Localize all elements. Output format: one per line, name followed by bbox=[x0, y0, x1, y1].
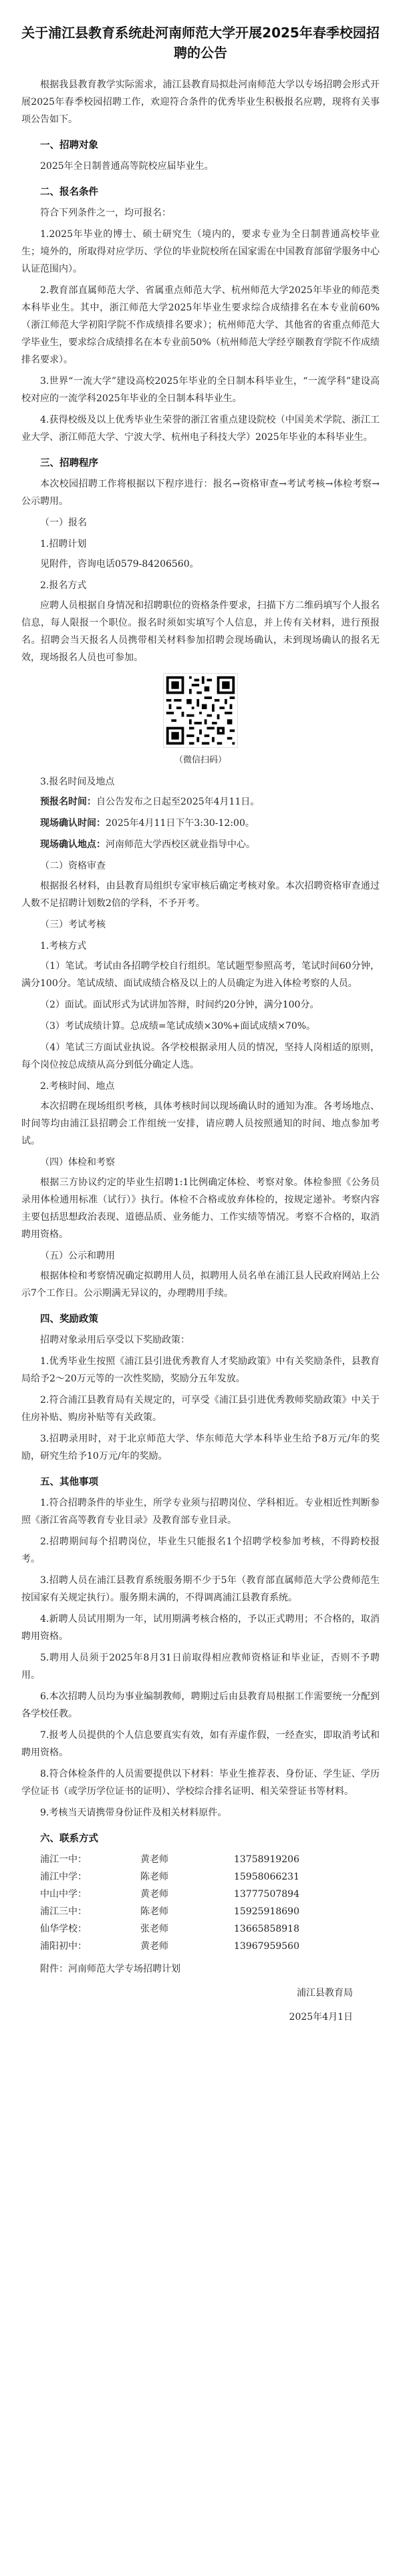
contact-org: 仙华学校： bbox=[40, 1924, 87, 1934]
incentive-item: 1.优秀毕业生按照《浦江县引进优秀教育人才奖励政策》中有关奖励条件，县教育局给予2～20万元等的一次性奖励，奖励分五年发放。 bbox=[21, 1356, 380, 1384]
contact-name: 黄老师 bbox=[140, 1854, 168, 1865]
recruitment-target-text: 2025年全日制普通高等院校应届毕业生。 bbox=[40, 161, 214, 172]
contact-phone[interactable]: 13665858918 bbox=[234, 1924, 299, 1934]
qualification-review-text: 根据报名材料，由县教育局组织专家审核后确定考核对象。本次招聘资格审查通过人数不足招聘计划数2倍的学科，不予开考。 bbox=[21, 881, 380, 909]
subheading-exam-time-place: 2.考核时间、地点 bbox=[40, 1081, 115, 1092]
onsite-confirmation-place bbox=[21, 836, 380, 853]
other-item: 2.招聘期间每个招聘岗位，毕业生只能报名1个招聘学校参加考核，不得跨校报考。 bbox=[21, 1536, 380, 1564]
signature-date: 2025年4月1日 bbox=[289, 2012, 353, 2022]
qr-caption: （微信扫码） bbox=[174, 755, 227, 765]
other-item: 1.符合招聘条件的毕业生，所学专业须与招聘岗位、学科相近。专业相近性判断参照《浙江省高等教育专业目录》及教育部专业目录。 bbox=[21, 1498, 380, 1526]
exam-method-item: （3）考试成绩计算。总成绩=笔试成绩×30%+面试成绩×70%。 bbox=[40, 1021, 316, 1032]
exam-method-item: （4）笔试三方面试业执说。各学校根据录用人员的情况，坚持人岗相适的原则，每个岗位按总成绩从高分到低分确定人选。 bbox=[21, 1042, 380, 1070]
contact-name: 陈老师 bbox=[140, 1906, 168, 1917]
requirement-item: 4.获得校级及以上优秀毕业生荣誉的浙江省重点建设院校（中国美术学院、浙江工业大学、浙江师范大学、宁波大学、杭州电子科技大学）2025年毕业的本科毕业生。 bbox=[21, 415, 380, 443]
onsite-place-value: 河南师范大学西校区就业指导中心。 bbox=[106, 839, 255, 850]
subheading-medical-check: （四）体检和考察 bbox=[40, 1157, 115, 1168]
contact-name: 张老师 bbox=[140, 1924, 168, 1934]
medical-check-text: 根据三方协议约定的毕业生招聘1:1比例确定体检、考察对象。体检参照《公务员录用体检通用标准（试行）》执行。体检不合格或放弃体检的，按规定递补。考察内容主要包括思想政治表现、道德品质、业务能力、工作实绩等情况。考察不合格的，取消聘用资格。 bbox=[21, 1177, 380, 1240]
subheading-publicity-hiring: （五）公示和聘用 bbox=[40, 1251, 115, 1261]
contact-list bbox=[21, 1851, 380, 1955]
other-item: 7.报考人员提供的个人信息要真实有效，如有弄虚作假，一经查实，即取消考试和聘用资格。 bbox=[21, 1730, 380, 1758]
section-heading-incentives: 四、奖励政策 bbox=[40, 1314, 98, 1325]
subheading-qualification-review: （二）资格审查 bbox=[40, 861, 106, 871]
contact-org: 浦江一中： bbox=[40, 1854, 87, 1865]
onsite-time-value: 2025年4月11日下午3:30-12:00。 bbox=[106, 818, 255, 829]
subheading-registration-time-place: 3.报名时间及地点 bbox=[40, 777, 115, 787]
signature-org: 浦江县教育局 bbox=[297, 1988, 353, 1998]
contact-phone[interactable]: 13777507894 bbox=[234, 1889, 299, 1900]
onsite-confirmation-time bbox=[21, 815, 380, 832]
other-item: 6.本次招聘人员均为事业编制教师，聘期过后由县教育局根据工作需要统一分配到各学校任教。 bbox=[21, 1691, 380, 1719]
incentive-item: 3.招聘录用时，对于北京师范大学、华东师范大学本科毕业生给予8万元/年的奖励，研究生给予10万元/年的奖励。 bbox=[21, 1434, 380, 1462]
subheading-exam-method: 1.考核方式 bbox=[40, 941, 87, 951]
section-heading-recruitment-target: 一、招聘对象 bbox=[40, 140, 98, 151]
pre-registration-value: 自公告发布之日起至2025年4月11日。 bbox=[96, 797, 260, 807]
qr-code-container bbox=[21, 673, 380, 750]
requirement-item: 2.教育部直属师范大学、省属重点师范大学、杭州师范大学2025年毕业的师范类本科毕业生。其中，浙江师范大学2025年毕业生要求综合成绩排名在本专业前60%（浙江师范大学初阳学院不作成绩排名要求）；杭州师范大学、其他省的省重点师范大学毕业生，要求综合成绩排名在本专业前50%（杭州师范大学经亨颐教育学院不作成绩排名要求）。 bbox=[21, 285, 380, 365]
contact-phone[interactable]: 15958066231 bbox=[234, 1872, 299, 1882]
contact-row bbox=[21, 1886, 380, 1903]
contact-name: 黄老师 bbox=[140, 1889, 168, 1900]
other-item: 9.考核当天请携带身份证件及相关材料原件。 bbox=[40, 1807, 227, 1818]
contact-row bbox=[21, 1920, 380, 1938]
contact-phone[interactable]: 13758919206 bbox=[234, 1854, 299, 1865]
recruitment-plan-text: 见附件，咨询电话0579-84206560。 bbox=[40, 559, 199, 570]
contact-phone[interactable]: 13967959560 bbox=[234, 1941, 299, 1952]
section-heading-requirements: 二、报名条件 bbox=[40, 187, 98, 198]
qr-code-icon[interactable] bbox=[163, 673, 238, 748]
section-heading-contacts: 六、联系方式 bbox=[40, 1834, 98, 1844]
incentive-item: 2.符合浦江县教育局有关规定的，可享受《浦江县引进优秀教师奖励政策》中关于住房补贴、购房补贴等有关政策。 bbox=[21, 1395, 380, 1423]
registration-method-text: 应聘人员根据自身情况和招聘职位的资格条件要求，扫描下方二维码填写个人报名信息，每人限报一个职位。报名时须如实填写个人信息，并上传有关材料，进行预报名。招聘会当天报名人员携带相关材料参加招聘会现场确认，未到现场确认的报名无效，现场报名人员也可参加。 bbox=[21, 600, 380, 663]
incentives-lead: 招聘对象录用后享受以下奖励政策： bbox=[40, 1335, 190, 1345]
requirement-item: 1.2025年毕业的博士、硕士研究生（境内的，要求专业为全日制普通高校毕业生；境外的，所取得对应学历、学位的毕业院校所在国家需在中国教育部留学服务中心认证范围内）。 bbox=[21, 229, 380, 274]
contact-org: 浦江三中： bbox=[40, 1906, 87, 1917]
subheading-registration-method: 2.报名方式 bbox=[40, 580, 87, 591]
other-item: 5.聘用人员须于2025年8月31日前取得相应教师资格证和毕业证，否则不予聘用。 bbox=[21, 1653, 380, 1681]
attachment-link[interactable]: 附件：河南师范大学专场招聘计划 bbox=[40, 1964, 180, 1974]
requirement-item: 3.世界“一流大学”建设高校2025年毕业的全日制本科毕业生，“一流学科”建设高校对应的一流学科2025年毕业的全日制本科毕业生。 bbox=[21, 376, 380, 404]
contact-org: 中山中学： bbox=[40, 1889, 87, 1900]
contact-row bbox=[21, 1851, 380, 1868]
contact-phone[interactable]: 15925918690 bbox=[234, 1906, 299, 1917]
other-item: 3.招聘人员在浦江县教育系统服务期不少于5年（教育部直属师范大学公费师范生按国家有关规定执行）。服务期未满的，不得调离浦江县教育系统。 bbox=[21, 1575, 380, 1603]
subheading-registration: （一）报名 bbox=[40, 517, 87, 528]
intro-paragraph: 根据我县教育教学实际需求，浦江县教育局拟赴河南师范大学以专场招聘会形式开展2025年春季校园招聘工作，欢迎符合条件的优秀毕业生积极报名应聘，现将有关事项公告如下。 bbox=[21, 79, 380, 125]
onsite-place-label: 现场确认地点： bbox=[40, 839, 106, 850]
contact-row bbox=[21, 1868, 380, 1886]
subheading-exam: （三）考试考核 bbox=[40, 919, 106, 930]
contact-org: 浦阳初中： bbox=[40, 1941, 87, 1952]
pre-registration-time bbox=[21, 793, 380, 811]
exam-time-place-text: 本次招聘在现场组织考核，具体考核时间以现场确认时的通知为准。各考场地点、时间等均由浦江县招聘会工作组统一安排，请应聘人员按照通知的时间、地点参加考试。 bbox=[21, 1101, 380, 1146]
page-title: 关于浦江县教育系统赴河南师范大学开展2025年春季校园招聘的公告 bbox=[21, 25, 380, 61]
section-heading-procedure: 三、招聘程序 bbox=[40, 458, 98, 469]
section-heading-other-matters: 五、其他事项 bbox=[40, 1477, 98, 1488]
other-item: 8.符合体检条件的人员需要提供以下材料：毕业生推荐表、身份证、学生证、学历学位证书（或学历学位证书的证明）、学校综合排名证明、相关荣誉证书等材料。 bbox=[21, 1769, 380, 1797]
requirements-lead: 符合下列条件之一，均可报名： bbox=[40, 208, 171, 218]
contact-name: 陈老师 bbox=[140, 1872, 168, 1882]
pre-registration-label: 预报名时间： bbox=[40, 797, 96, 807]
procedure-lead: 本次校园招聘工作将根据以下程序进行：报名→资格审查→考试考核→体检考察→公示聘用。 bbox=[21, 479, 380, 507]
subheading-recruitment-plan: 1.招聘计划 bbox=[40, 539, 87, 550]
contact-row bbox=[21, 1938, 380, 1955]
onsite-time-label: 现场确认时间： bbox=[40, 818, 106, 829]
contact-org: 浦江中学： bbox=[40, 1872, 87, 1882]
contact-row bbox=[21, 1903, 380, 1920]
contact-name: 黄老师 bbox=[140, 1941, 168, 1952]
other-item: 4.新聘人员试用期为一年，试用期满考核合格的，予以正式聘用；不合格的，取消聘用资格。 bbox=[21, 1614, 380, 1642]
exam-method-item: （1）笔试。考试由各招聘学校自行组织。笔试题型参照高考，笔试时间60分钟，满分100分。笔试成绩、面试成绩合格及以上的人员确定为进入体检考察的人员。 bbox=[21, 961, 380, 989]
publicity-hiring-text: 根据体检和考察情况确定拟聘用人员，拟聘用人员名单在浦江县人民政府网站上公示7个工作日。公示期满无异议的，办理聘用手续。 bbox=[21, 1271, 380, 1299]
exam-method-item: （2）面试。面试形式为试讲加答辩，时间约20分钟，满分100分。 bbox=[40, 1000, 319, 1010]
